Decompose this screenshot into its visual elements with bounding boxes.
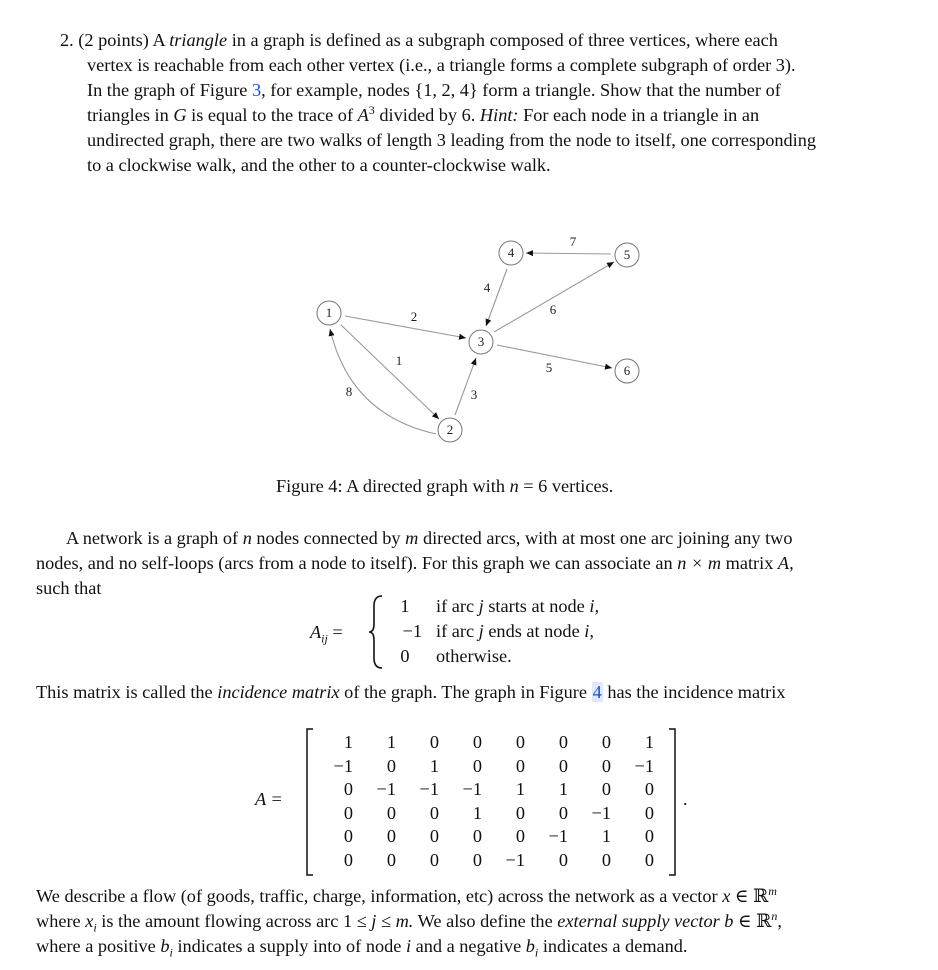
graph-node-5 (615, 243, 639, 267)
problem-line-3a: In the graph of Figure (87, 80, 248, 100)
matrix-cell: 0 (601, 779, 611, 799)
incidence-term: incidence matrix (217, 682, 340, 702)
matrix-lhs: A = (255, 789, 283, 809)
problem-number: 2. (60, 30, 74, 50)
problem-points: (2 points) A (78, 30, 165, 50)
matrix-period: . (683, 789, 688, 809)
matrix-cell: 0 (386, 755, 396, 776)
flow-3b2: b (525, 936, 535, 956)
cond1-a: if arc (436, 596, 475, 616)
graph-node-label-4: 4 (507, 245, 515, 260)
matrix-cell: 0 (343, 802, 353, 823)
network-line-1 (36, 526, 916, 551)
matrix-cell: 0 (558, 849, 568, 870)
problem-line-3 (60, 78, 920, 103)
arc-label-8: 8 (345, 384, 353, 399)
definition-eq: = (332, 622, 343, 642)
graph-node-label-3: 3 (477, 334, 485, 349)
matrix-cell: −1 (376, 779, 396, 799)
graph-node-label-5: 5 (623, 247, 631, 262)
network-line-2b: matrix (725, 553, 774, 573)
flow-2term: external supply vector (557, 911, 720, 931)
problem-line-6: to a clockwise walk, and the other to a counter-clockwise walk. (87, 155, 551, 175)
graph-node-label-6: 6 (623, 363, 631, 378)
flow-2c: ≤ (380, 911, 391, 931)
matrix-cell: 0 (644, 779, 654, 799)
matrix-cell: 0 (601, 849, 611, 870)
flow-1in: ∈ ℝ (734, 886, 769, 906)
matrix-cell: 0 (343, 849, 353, 870)
arc-6 (494, 262, 614, 332)
problem-line-4 (60, 103, 920, 128)
flow-2xi: x (85, 911, 94, 931)
directed-graph-figure (300, 225, 660, 450)
matrix-cell: 0 (601, 755, 611, 776)
flow-paragraph (36, 884, 926, 959)
flow-2b: is the amount flowing across arc 1 ≤ (101, 911, 367, 931)
matrix-cell: 0 (644, 826, 654, 846)
arc-1 (341, 325, 439, 419)
matrix-cell: 0 (558, 755, 568, 776)
arc-label-2: 2 (410, 309, 418, 324)
graph-node-label-2: 2 (446, 422, 454, 437)
case-condition-1 (436, 594, 599, 619)
matrix-cell: −1 (333, 755, 353, 776)
case-values (388, 594, 422, 669)
hint-label: Hint: (479, 105, 519, 125)
matrix-symbol: A (357, 105, 369, 125)
network-line-2a: nodes, and no self-loops (arcs from a node to itself). For this graph we can associate an (36, 553, 673, 573)
graph-node-label-1: 1 (325, 305, 333, 320)
matrix-cell: −1 (548, 826, 568, 846)
network-m: m (405, 528, 419, 548)
flow-2i: i (93, 920, 97, 935)
network-line-3: such that (36, 578, 102, 598)
flow-3d: and a negative (415, 936, 522, 956)
network-line-1b: nodes connected by (256, 528, 401, 548)
incidence-text-c: has the incidence matrix (607, 682, 786, 702)
definition-A: A (310, 622, 322, 642)
flow-line-3 (36, 934, 926, 959)
graph-symbol: G (173, 105, 187, 125)
problem-statement (60, 28, 920, 178)
definition-sub: ij (321, 631, 328, 646)
arc-8 (330, 329, 436, 434)
cond1-b: starts at node (488, 596, 585, 616)
cond2-i: i, (584, 621, 594, 641)
network-A: A, (777, 553, 794, 573)
arc-label-7: 7 (569, 234, 577, 249)
graph-node-1 (317, 301, 341, 325)
arc-5 (497, 345, 612, 368)
network-line-1c: directed arcs, with at most one arc joining any two (422, 528, 793, 548)
arc-label-1: 1 (395, 353, 403, 368)
case-value-1: 1 (400, 596, 410, 616)
arc-label-3: 3 (470, 387, 478, 402)
graph-node-2 (438, 418, 462, 442)
matrix-cell: 0 (429, 849, 439, 870)
matrix-cell: 0 (558, 802, 568, 823)
matrix-cell: 1 (472, 802, 482, 823)
flow-2a: where (36, 911, 81, 931)
figure-caption (276, 476, 613, 497)
matrix-cell: 0 (515, 802, 525, 823)
matrix-cell: 0 (472, 732, 482, 752)
incidence-sentence (36, 680, 785, 705)
cond2-b: ends at node (488, 621, 580, 641)
matrix-cell: −1 (462, 779, 482, 799)
flow-1x: x (722, 886, 731, 906)
matrix-cell: 1 (601, 826, 611, 846)
matrix-cell: 0 (644, 802, 654, 823)
incidence-text-b: of the graph. The graph in Figure (344, 682, 588, 702)
case-value-2: −1 (402, 621, 422, 641)
matrix-cell: 0 (386, 826, 396, 846)
incidence-text-a: This matrix is called the (36, 682, 213, 702)
matrix-cell: 0 (472, 826, 482, 846)
matrix-cell: 1 (558, 779, 568, 799)
exponent: 3 (368, 102, 375, 117)
flow-2d: We also define the (417, 911, 553, 931)
matrix-cell: 0 (644, 849, 654, 870)
cond1-j: j (478, 596, 484, 616)
matrix-cell: 0 (386, 802, 396, 823)
matrix-right-bracket (667, 728, 677, 876)
incidence-definition (310, 594, 670, 674)
cond2-a: if arc (436, 621, 475, 641)
flow-2bvar: b (724, 911, 734, 931)
arc-4 (483, 269, 507, 326)
flow-3i3: i (534, 945, 539, 960)
matrix-cell: 1 (515, 779, 525, 799)
matrix-cell: 0 (386, 849, 396, 870)
arc-label-6: 6 (549, 302, 557, 317)
matrix-cell: 0 (601, 732, 611, 752)
matrix-cell: 0 (343, 779, 353, 799)
flow-2in: ∈ ℝ (738, 911, 772, 931)
flow-1a: We describe a flow (of goods, traffic, charge, information, etc) across the network as a vector (36, 886, 718, 906)
matrix-cell: 0 (429, 826, 439, 846)
problem-line-5: undirected graph, there are two walks of length 3 leading from the node to itself, one corresponding (87, 130, 816, 150)
case-condition-3: otherwise. (436, 646, 512, 666)
cond1-i: i, (589, 596, 600, 616)
problem-line-4c: divided by 6. (379, 105, 476, 125)
figure-3-link[interactable]: 3 (252, 80, 262, 100)
flow-2comma: , (777, 911, 782, 931)
flow-line-1 (36, 884, 926, 909)
problem-line-2: vertex is reachable from each other vertex (i.e., a triangle forms a complete subgraph of order 3). (87, 55, 796, 75)
problem-line-1 (60, 28, 920, 53)
problem-line-4b: is equal to the trace of (191, 105, 354, 125)
arc-7 (526, 253, 611, 254)
network-line-1a: A network is a graph of (66, 528, 239, 548)
graph-node-3 (469, 330, 493, 354)
matrix-cell: 0 (515, 755, 525, 776)
matrix-cell: −1 (634, 755, 654, 776)
flow-3c: indicates a supply into of node (177, 936, 402, 956)
arc-label-5: 5 (545, 360, 553, 375)
flow-1m: m (768, 883, 777, 898)
incidence-matrix (255, 728, 695, 876)
network-paragraph (36, 526, 916, 601)
case-conditions (436, 594, 599, 669)
caption-text-b: = 6 vertices. (523, 476, 614, 496)
flow-3e: indicates a demand. (542, 936, 688, 956)
caption-n: n (509, 476, 519, 496)
problem-line-4d: For each node in a triangle in an (523, 105, 760, 125)
matrix-cell: 0 (472, 755, 482, 776)
arc-label-4: 4 (483, 280, 491, 295)
case-condition-2 (436, 619, 599, 644)
flow-3a: where a positive (36, 936, 156, 956)
flow-3b: b (160, 936, 170, 956)
problem-text-1: in a graph is defined as a subgraph composed of three vertices, where each (231, 30, 778, 50)
network-line-2 (36, 551, 916, 576)
matrix-cell: 1 (386, 732, 396, 752)
network-n: n (242, 528, 252, 548)
problem-term: triangle (169, 30, 228, 50)
flow-line-2 (36, 909, 926, 934)
figure-4-link[interactable]: 4 (592, 682, 602, 702)
flow-2m: m. (395, 911, 414, 931)
matrix-cell: 1 (644, 732, 654, 752)
matrix-cell: 0 (472, 849, 482, 870)
flow-2j: j (371, 911, 377, 931)
matrix-cell: 1 (429, 755, 439, 776)
case-value-3: 0 (400, 646, 410, 666)
matrix-cell: −1 (419, 779, 439, 799)
caption-text-a: Figure 4: A directed graph with (276, 476, 505, 496)
arc-2 (345, 316, 466, 338)
matrix-cell: −1 (505, 849, 525, 870)
flow-3i: i (169, 945, 173, 960)
matrix-cell: 0 (558, 732, 568, 752)
definition-lhs (310, 622, 343, 646)
matrix-cell: 0 (515, 732, 525, 752)
matrix-cell: 0 (515, 826, 525, 846)
graph-node-4 (499, 241, 523, 265)
matrix-cell: 1 (343, 732, 353, 752)
left-brace (368, 594, 384, 670)
matrix-cell: −1 (591, 802, 611, 823)
graph-node-6 (615, 359, 639, 383)
flow-2n: n (771, 908, 778, 923)
matrix-cell: 0 (429, 732, 439, 752)
matrix-grid (313, 731, 663, 875)
matrix-cell: 0 (343, 826, 353, 846)
matrix-cell: 0 (429, 802, 439, 823)
network-nxm: n × m (677, 553, 722, 573)
cond2-j: j (478, 621, 484, 641)
problem-line-4a: triangles in (87, 105, 169, 125)
flow-3i2: i (405, 936, 412, 956)
problem-line-3b: , for example, nodes {1, 2, 4} form a triangle. Show that the number of (261, 80, 781, 100)
